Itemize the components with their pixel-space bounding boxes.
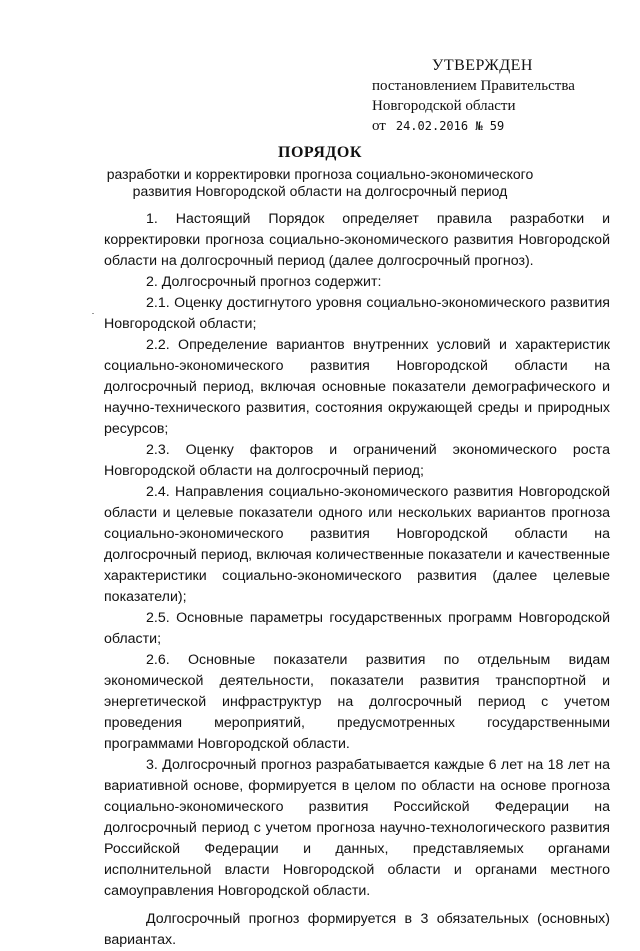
approval-date-value: 24.02.2016 № 59 <box>395 119 505 133</box>
document-subtitle-line-1: разработки и корректировки прогноза социально-экономического <box>106 166 534 182</box>
approval-date-prefix: от <box>372 118 386 134</box>
document-subtitle <box>90 166 550 200</box>
document-subtitle-line-2: развития Новгородской области на долгосрочный период <box>132 183 508 199</box>
paragraph-2: 2. Долгосрочный прогноз содержит: <box>146 274 382 290</box>
paragraph-2-4: 2.4. Направления социально-экономического развития Новгородской области и целевые показатели одного или нескольких вариантов прогноза социально-экономического развития Новгородской области на долгосрочный период, включая количественные показатели и качественные характеристики социально-экономического развития (далее целевые показатели); <box>104 484 610 605</box>
approval-title: УТВЕРЖДЕН <box>432 57 533 74</box>
paragraph-variants: Долгосрочный прогноз формируется в 3 обязательных (основных) вариантах. <box>104 911 610 948</box>
paragraph-2-3: 2.3. Оценку факторов и ограничений экономического роста Новгородской области на долгосрочный период; <box>104 442 610 479</box>
paragraph-2-6: 2.6. Основные показатели развития по отдельным видам экономической деятельности, показатели развития транспортной и энергетической инфраструктур на долгосрочный период с учетом проведения мероприятий, предусмотренных государственными программами Новгородской области. <box>104 652 610 752</box>
paragraph-2-1: 2.1. Оценку достигнутого уровня социально-экономического развития Новгородской области; <box>104 295 610 332</box>
approval-date-line <box>372 116 622 136</box>
approval-block <box>372 56 622 136</box>
scan-artifact <box>92 313 94 314</box>
paragraph-3: 3. Долгосрочный прогноз разрабатывается каждые 6 лет на 18 лет на вариативной основе, формируется в целом по области на основе прогноза социально-экономического развития Российской Федерации на долгосрочный период с учетом прогноза научно-технологического развития Российской Федерации и данных, представляемых органами исполнительной власти Новгородской области и органами местного самоуправления Новгородской области. <box>104 757 610 899</box>
document-title: ПОРЯДОК <box>278 144 362 161</box>
approval-line-resolution: постановлением Правительства <box>372 78 575 94</box>
paragraph-2-5: 2.5. Основные параметры государственных программ Новгородской области; <box>104 610 610 647</box>
paragraph-2-2: 2.2. Определение вариантов внутренних условий и характеристик социально-экономического развития Новгородской области на долгосрочный период, включая основные показатели демографического и научно-технического развития, состояния окружающей среды и природных ресурсов; <box>104 337 610 437</box>
document-body <box>104 209 610 951</box>
paragraph-1: 1. Настоящий Порядок определяет правила разработки и корректировки прогноза социально-экономического развития Новгородской области на долгосрочный период (далее долгосрочный прогноз). <box>104 211 610 269</box>
approval-line-region: Новгородской области <box>372 98 516 114</box>
